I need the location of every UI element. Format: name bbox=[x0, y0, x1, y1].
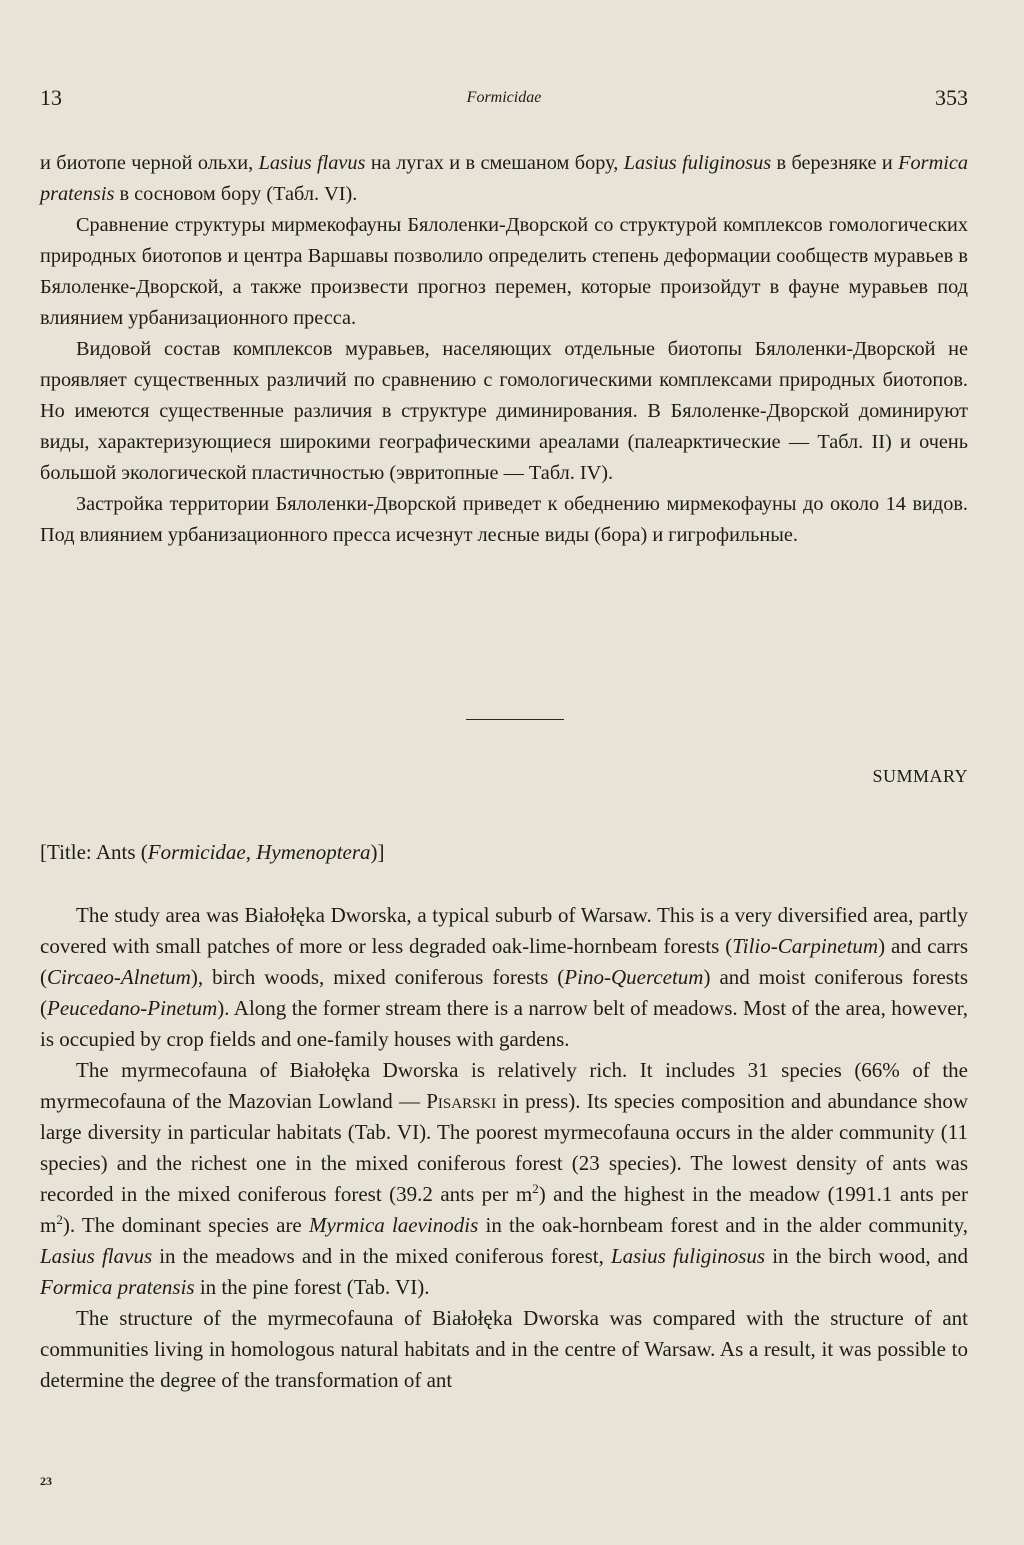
signature-number: 23 bbox=[40, 1474, 52, 1488]
russian-paragraph-1: и биотопе черной ольхи, Lasius flavus на лугах и в смешаном бору, Lasius fuliginosus в березняке и Formica pratensis в сосновом бору (Табл. VI). bbox=[40, 152, 968, 205]
english-summary-block bbox=[40, 900, 968, 1396]
russian-paragraph-2: Сравнение структуры мирмекофауны Бялоленки-Дворской со структурой комплексов гомологических природных биотопов и центра Варшавы позволило определить степень деформации сообществ муравьев в Бялоленке-Дворской, а также произвести прогноз перемен, которые произойдут в фауне муравьев под влиянием урбанизационного пресса. bbox=[40, 214, 968, 329]
russian-paragraph-4: Застройка территории Бялоленки-Дворской приведет к обеднению мирмекофауны до около 14 видов. Под влиянием урбанизационного пресса исчезнут лесные виды (бора) и гигрофильные. bbox=[40, 493, 968, 546]
english-paragraph-1: The study area was Białołęka Dworska, a typical suburb of Warsaw. This is a very diversified area, partly covered with small patches of more or less degraded oak-lime-hornbeam forests (Tilio-Carpinetum) and carrs (Circaeo-Alnetum), birch woods, mixed coniferous forests (Pino-Quercetum) and moist coniferous forests (Peucedano-Pinetum). Along the former stream there is a narrow belt of meadows. Most of the area, however, is occupied by crop fields and one-family houses with gardens. bbox=[40, 903, 968, 1051]
chapter-number: 13 bbox=[40, 85, 62, 110]
english-paragraph-3: The structure of the myrmecofauna of Białołęka Dworska was compared with the structure of ant communities living in homologous natural habitats and in the centre of Warsaw. As a result, it was possible to determine the degree of the transformation of ant bbox=[40, 1306, 968, 1392]
summary-heading: SUMMARY bbox=[872, 766, 968, 786]
running-header bbox=[40, 85, 968, 115]
page-number: 353 bbox=[935, 85, 968, 110]
section-divider bbox=[466, 719, 564, 720]
running-title: Formicidae bbox=[466, 89, 542, 106]
author-citation: Pisarski bbox=[426, 1089, 497, 1113]
translated-title: [Title: Ants (Formicidae, Hymenoptera)] bbox=[40, 840, 385, 864]
english-paragraph-2: The myrmecofauna of Białołęka Dworska is relatively rich. It includes 31 species (66% of the myrmecofauna of the Mazovian Lowland — Pisarski in press). Its species composition and abundance show large diversity in particular habitats (Tab. VI). The poorest myrmecofauna occurs in the alder community (11 species) and the richest one in the mixed coniferous forest (23 species). The lowest density of ants was recorded in the mixed coniferous forest (39.2 ants per $m^2$) and the highest in the meadow (1991.1 ants per $m^2$). The dominant species are Myrmica laevinodis in the oak-hornbeam forest and in the alder community, Lasius flavus in the meadows and in the mixed coniferous forest, Lasius fuliginosus in the birch wood, and Formica pratensis in the pine forest (Tab. VI). bbox=[40, 1058, 968, 1299]
russian-text-block bbox=[40, 148, 968, 551]
russian-paragraph-3: Видовой состав комплексов муравьев, населяющих отдельные биотопы Бялоленки-Дворской не проявляет существенных различий по сравнению с гомологическими комплексами природных биотопов. Но имеются существенные различия в структуре диминирования. В Бялоленке-Дворской доминируют виды, характеризующиеся широкими географическими ареалами (палеарктические — Табл. II) и очень большой экологической пластичностью (эвритопные — Табл. IV). bbox=[40, 338, 968, 484]
